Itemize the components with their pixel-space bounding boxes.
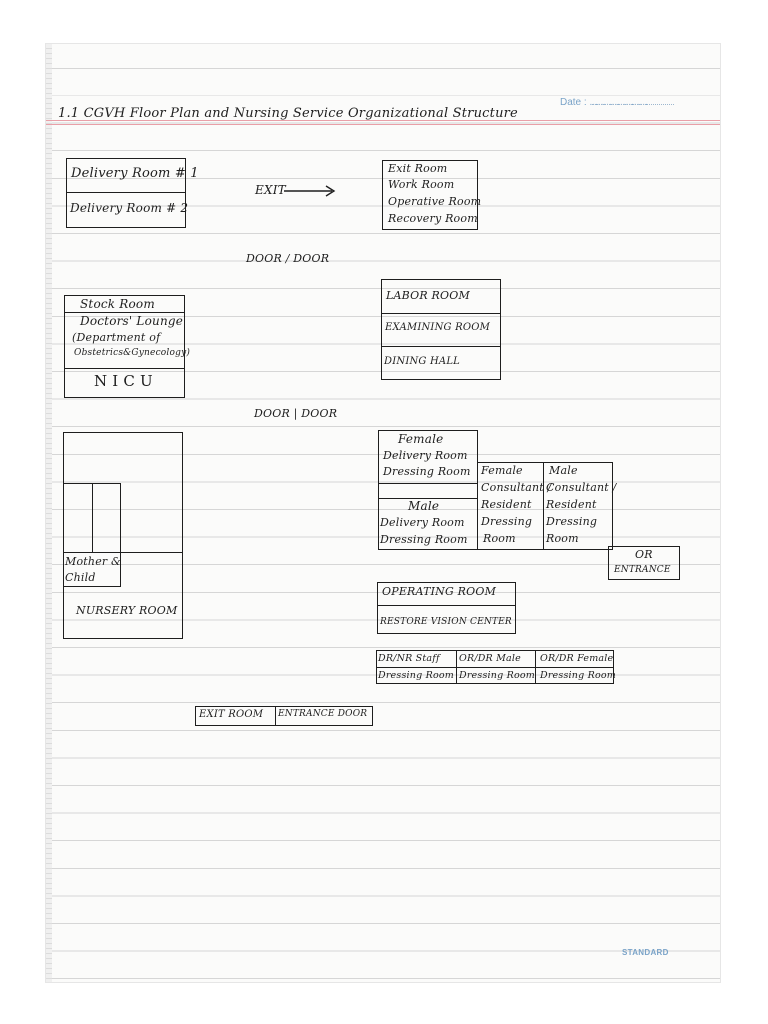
examining-room-label: EXAMINING ROOM bbox=[385, 322, 491, 333]
brand-label: STANDARD bbox=[622, 948, 669, 957]
margin-line-red-2 bbox=[46, 124, 720, 125]
female-consultant-label-4: Dressing bbox=[481, 515, 533, 528]
female-label: Female bbox=[398, 432, 444, 446]
male-consultant-label-1: Male bbox=[549, 464, 578, 477]
female-consultant-label-2: Consultant / bbox=[481, 481, 552, 494]
female-delivery-room-label: Delivery Room bbox=[383, 449, 468, 462]
male-delivery-room-label: Delivery Room bbox=[380, 516, 465, 529]
delivery-room-2-label: Delivery Room # 2 bbox=[70, 201, 189, 215]
male-consultant-label-4: Dressing bbox=[546, 515, 598, 528]
operating-room-label: OPERATING ROOM bbox=[382, 585, 497, 598]
ordr-male-dressing-label: Dressing Room bbox=[459, 670, 535, 681]
exit-room-bottom-label: EXIT ROOM bbox=[199, 709, 264, 720]
divider bbox=[376, 667, 614, 668]
female-consultant-label-5: Room bbox=[483, 532, 516, 545]
ordr-female-dressing-label: Dressing Room bbox=[540, 670, 616, 681]
door-label-2: DOOR | DOOR bbox=[254, 407, 338, 420]
male-consultant-label-5: Room bbox=[546, 532, 579, 545]
divider bbox=[92, 483, 93, 552]
exit-label: EXIT bbox=[255, 183, 286, 197]
mother-child-label-2: Child bbox=[65, 571, 96, 584]
divider bbox=[381, 313, 501, 314]
female-consultant-label-3: Resident bbox=[481, 498, 532, 511]
date-underline bbox=[592, 104, 674, 105]
department-label: (Department of bbox=[72, 331, 161, 344]
exit-room-label: Exit Room bbox=[388, 162, 448, 175]
drnr-staff-label: DR/NR Staff bbox=[378, 653, 440, 664]
right-arrow-icon bbox=[284, 184, 338, 198]
divider bbox=[64, 368, 185, 369]
dining-hall-label: DINING HALL bbox=[384, 356, 461, 367]
entrance-label: ENTRANCE bbox=[614, 565, 671, 575]
work-room-label: Work Room bbox=[388, 178, 455, 191]
female-consultant-label-1: Female bbox=[481, 464, 523, 477]
ordr-male-label: OR/DR Male bbox=[459, 653, 521, 664]
drnr-dressing-label: Dressing Room bbox=[378, 670, 454, 681]
doctors-lounge-label: Doctors' Lounge bbox=[80, 314, 184, 328]
divider bbox=[275, 706, 276, 726]
female-dressing-room-label: Dressing Room bbox=[383, 465, 471, 478]
date-label: Date : ..................... bbox=[560, 97, 648, 108]
delivery-dressing-box bbox=[378, 430, 478, 550]
divider bbox=[543, 462, 544, 550]
ob-gyn-label: Obstetrics&Gynecology) bbox=[74, 348, 191, 358]
or-label: OR bbox=[635, 548, 653, 561]
divider bbox=[66, 192, 186, 193]
divider bbox=[381, 346, 501, 347]
nicu-label: N I C U bbox=[94, 372, 153, 390]
divider bbox=[377, 605, 516, 606]
ordr-female-label: OR/DR Female bbox=[540, 653, 614, 664]
door-label-1: DOOR / DOOR bbox=[246, 252, 330, 265]
male-consultant-label-3: Resident bbox=[546, 498, 597, 511]
entrance-door-label: ENTRANCE DOOR bbox=[278, 709, 368, 719]
page-perforation bbox=[46, 44, 52, 982]
operative-room-label: Operative Room bbox=[388, 195, 482, 208]
restore-vision-label: RESTORE VISION CENTER bbox=[380, 617, 512, 627]
nursery-room-label: NURSERY ROOM bbox=[76, 604, 178, 617]
male-dressing-room-label: Dressing Room bbox=[380, 533, 468, 546]
page-title: 1.1 CGVH Floor Plan and Nursing Service Organizational Structure bbox=[58, 106, 518, 121]
delivery-room-1-label: Delivery Room # 1 bbox=[71, 166, 199, 181]
labor-room-label: LABOR ROOM bbox=[386, 289, 470, 302]
stock-room-label: Stock Room bbox=[80, 297, 155, 311]
divider bbox=[64, 312, 185, 313]
male-label: Male bbox=[408, 499, 440, 513]
mother-child-label-1: Mother & bbox=[65, 555, 122, 568]
recovery-room-label: Recovery Room bbox=[388, 212, 478, 225]
male-consultant-label-2: Consultant / bbox=[546, 481, 617, 494]
divider bbox=[378, 483, 478, 484]
